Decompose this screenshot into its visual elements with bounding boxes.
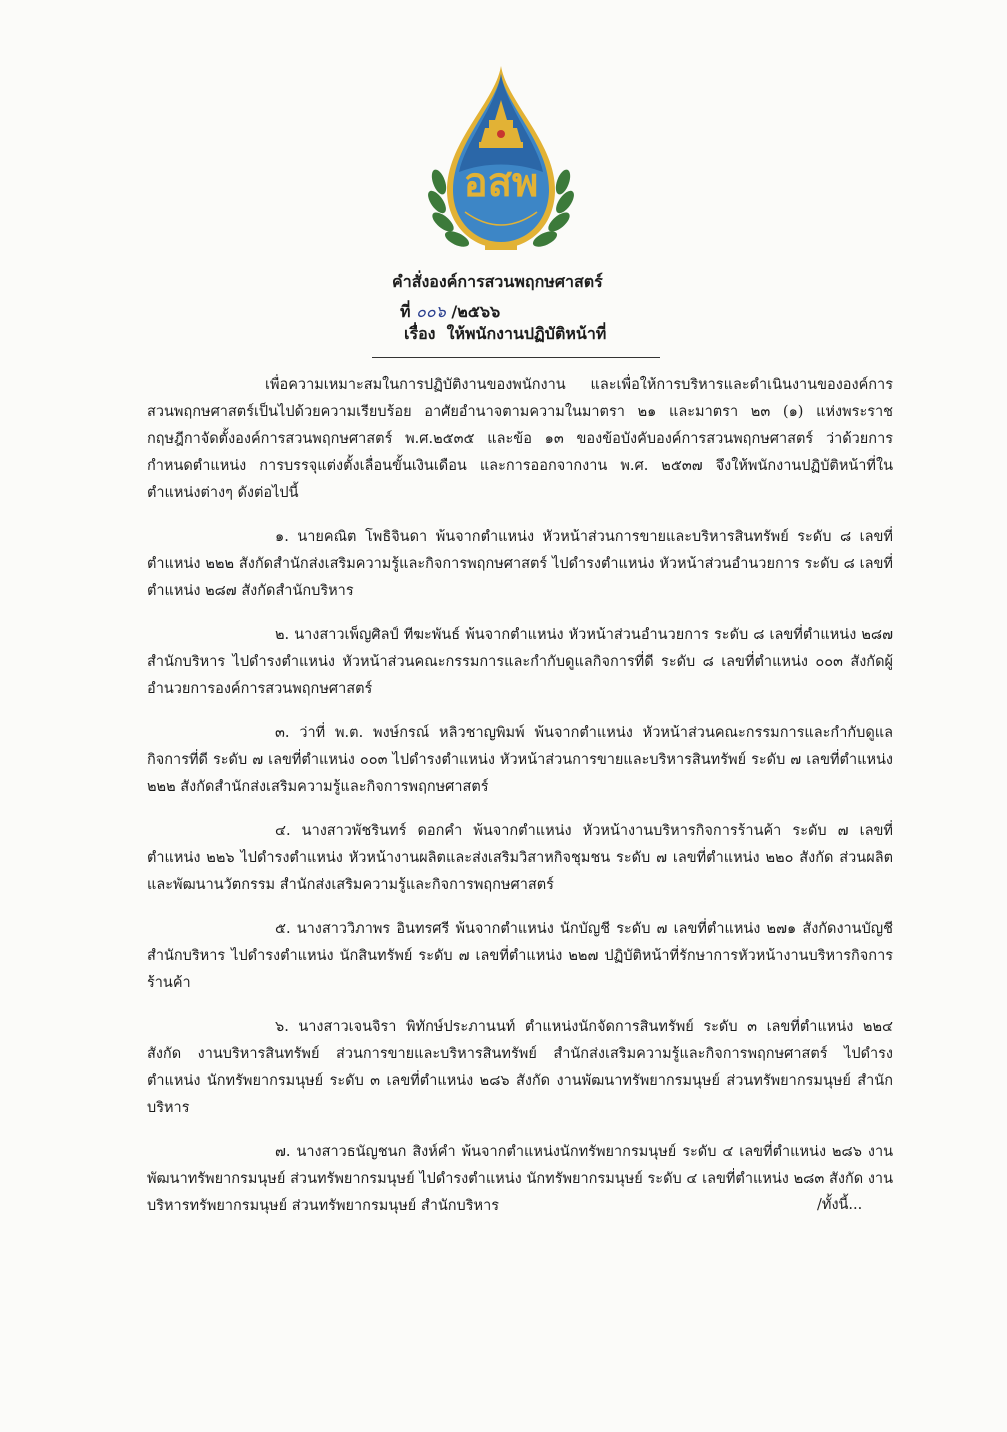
organization-emblem-logo (425, 62, 577, 258)
order-number-suffix: /๒๕๖๖ (451, 302, 501, 321)
intro-paragraph: เพื่อความเหมาะสมในการปฏิบัติงานของพนักงาน และเพื่อให้การบริหารและดำเนินงานขององค์การสวนพฤกษศาสตร์เป็นไปด้วยความเรียบร้อย อาศัยอำนาจตามความในมาตรา ๒๑ และมาตรา ๒๓ (๑) แห่งพระราชกฤษฎีกาจัดตั้งองค์การสวนพฤกษศาสตร์ พ.ศ.๒๕๓๕ และข้อ ๑๓ ของข้อบังคับองค์การสวนพฤกษศาสตร์ ว่าด้วยการกำหนดตำแหน่ง การบรรจุแต่งตั้งเลื่อนขั้นเงินเดือน และการออกจากงาน พ.ศ. ๒๕๓๗ จึงให้พนักงานปฏิบัติหน้าที่ในตำแหน่งต่างๆ ดังต่อไปนี้ (147, 377, 893, 501)
order-number-handwritten: ๐๐๖ (416, 302, 446, 321)
subject-text: ให้พนักงานปฏิบัติหน้าที่ (446, 324, 607, 343)
order-item-5: ๕. นางสาววิภาพร อินทรศรี พ้นจากตำแหน่ง นักบัญชี ระดับ ๗ เลขที่ตำแหน่ง ๒๗๑ สังกัดงานบัญชี สำนักบริหาร ไปดำรงตำแหน่ง นักสินทรัพย์ ระดับ ๗ เลขที่ตำแหน่ง ๒๒๗ ปฏิบัติหน้าที่รักษาการหัวหน้างานบริหารกิจการร้านค้า (147, 921, 893, 991)
header-divider (372, 357, 660, 358)
subject-label: เรื่อง (404, 324, 436, 343)
svg-text:อสพ: อสพ (463, 159, 539, 206)
order-item-2: ๒. นางสาวเพ็ญศิลป์ ทีฆะพันธ์ พ้นจากตำแหน่ง หัวหน้าส่วนอำนวยการ ระดับ ๘ เลขที่ตำแหน่ง ๒๘๗ สำนักบริหาร ไปดำรงตำแหน่ง หัวหน้าส่วนคณะกรรมการและกำกับดูแลกิจการที่ดี ระดับ ๘ เลขที่ตำแหน่ง ๐๐๓ สังกัดผู้อำนวยการองค์การสวนพฤกษศาสตร์ (147, 627, 893, 697)
order-item-4: ๔. นางสาวพัชรินทร์ ดอกคำ พ้นจากตำแหน่ง หัวหน้างานบริหารกิจการร้านค้า ระดับ ๗ เลขที่ตำแหน่ง ๒๒๖ ไปดำรงตำแหน่ง หัวหน้างานผลิตและส่งเสริมวิสาหกิจชุมชน ระดับ ๗ เลขที่ตำแหน่ง ๒๒๐ สังกัด ส่วนผลิตและพัฒนานวัตกรรม สำนักส่งเสริมความรู้และกิจการพฤกษศาสตร์ (147, 823, 893, 893)
order-number-prefix: ที่ (400, 302, 411, 321)
order-title: คำสั่งองค์การสวนพฤกษศาสตร์ (392, 272, 603, 291)
order-item-7: ๗. นางสาวธนัญชนก สิงห์คำ พ้นจากตำแหน่งนักทรัพยากรมนุษย์ ระดับ ๔ เลขที่ตำแหน่ง ๒๘๖ งานพัฒนาทรัพยากรมนุษย์ ส่วนทรัพยากรมนุษย์ ไปดำรงตำแหน่ง นักทรัพยากรมนุษย์ ระดับ ๔ เลขที่ตำแหน่ง ๒๘๓ สังกัด งานบริหารทรัพยากรมนุษย์ ส่วนทรัพยากรมนุษย์ สำนักบริหาร (147, 1144, 893, 1214)
order-body (147, 372, 893, 1237)
continuation-note: /ทั้งนี้... (817, 1197, 863, 1213)
order-item-6: ๖. นางสาวเจนจิรา พิทักษ์ประภานนท์ ตำแหน่งนักจัดการสินทรัพย์ ระดับ ๓ เลขที่ตำแหน่ง ๒๒๔ สังกัด งานบริหารสินทรัพย์ ส่วนการขายและบริหารสินทรัพย์ สำนักส่งเสริมความรู้และกิจการพฤกษศาสตร์ ไปดำรงตำแหน่ง นักทรัพยากรมนุษย์ ระดับ ๓ เลขที่ตำแหน่ง ๒๘๖ สังกัด งานพัฒนาทรัพยากรมนุษย์ ส่วนทรัพยากรมนุษย์ สำนักบริหาร (147, 1019, 893, 1116)
order-subject (404, 322, 606, 347)
order-item-1: ๑. นายคณิต โพธิจินดา พ้นจากตำแหน่ง หัวหน้าส่วนการขายและบริหารสินทรัพย์ ระดับ ๘ เลขที่ตำแหน่ง ๒๒๒ สังกัดสำนักส่งเสริมความรู้และกิจการพฤกษศาสตร์ ไปดำรงตำแหน่ง หัวหน้าส่วนอำนวยการ ระดับ ๘ เลขที่ตำแหน่ง ๒๘๗ สังกัดสำนักบริหาร (147, 529, 893, 599)
order-item-3: ๓. ว่าที่ พ.ต. พงษ์กรณ์ หลิวชาญพิมพ์ พ้นจากตำแหน่ง หัวหน้าส่วนคณะกรรมการและกำกับดูแลกิจการที่ดี ระดับ ๗ เลขที่ตำแหน่ง ๐๐๓ ไปดำรงตำแหน่ง หัวหน้าส่วนการขายและบริหารสินทรัพย์ ระดับ ๗ เลขที่ตำแหน่ง ๒๒๒ สังกัดสำนักส่งเสริมความรู้และกิจการพฤกษศาสตร์ (147, 725, 893, 795)
